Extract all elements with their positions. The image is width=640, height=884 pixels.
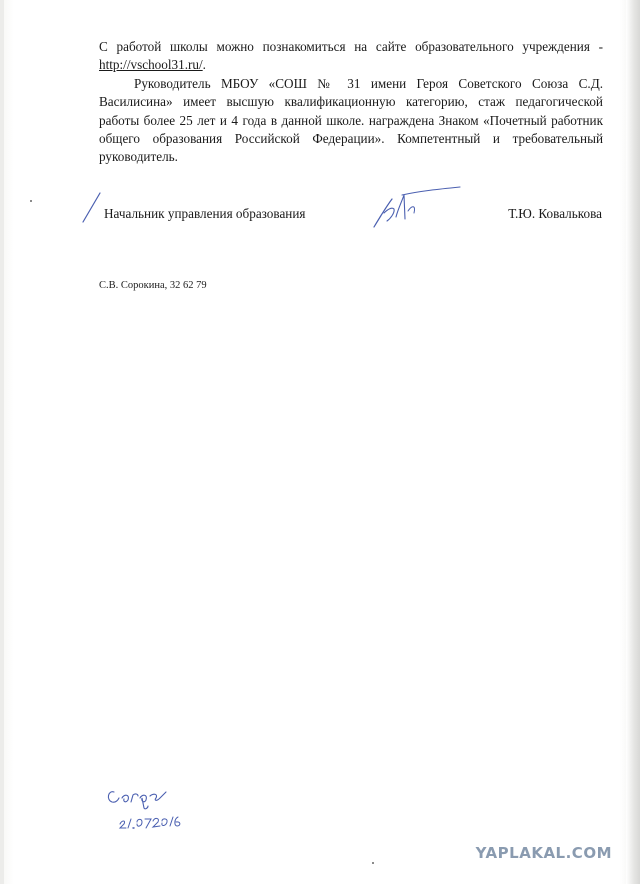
page-left-edge: [0, 0, 4, 884]
page-right-edge: [626, 0, 640, 884]
site-watermark: YAPLAKAL.COM: [475, 844, 612, 862]
paragraph-website-text: С работой школы можно познакомиться на сайте образовательного учреждения -: [99, 39, 603, 54]
paragraph-website: [99, 38, 603, 75]
signatory-position: Начальник управления образования: [104, 206, 306, 221]
scan-speck: [30, 200, 32, 202]
contact-person: С.В. Сорокина, 32 62 79: [99, 280, 207, 291]
school-website-link[interactable]: http://vschool31.ru/: [99, 57, 203, 73]
paragraph-director: Руководитель МБОУ «СОШ № 31 имени Героя Советского Союза С.Д. Василисина» имеет высшую квалификационную категорию, стаж педагогической работы более 25 лет и 4 года в данной школе. награждена Знаком «Почетный работник общего образования Российской Федерации». Компетентный и требовательный руководитель.: [99, 75, 603, 165]
handwritten-note: [100, 782, 200, 832]
scan-speck: [372, 862, 374, 864]
signatory-name: Т.Ю. Ковалькова: [508, 206, 602, 221]
document-body: [99, 38, 603, 167]
pen-stroke-mark: [80, 190, 104, 224]
handwritten-signature: [370, 183, 470, 233]
paragraph-website-end: .: [202, 57, 206, 73]
signature-block: [104, 204, 604, 226]
